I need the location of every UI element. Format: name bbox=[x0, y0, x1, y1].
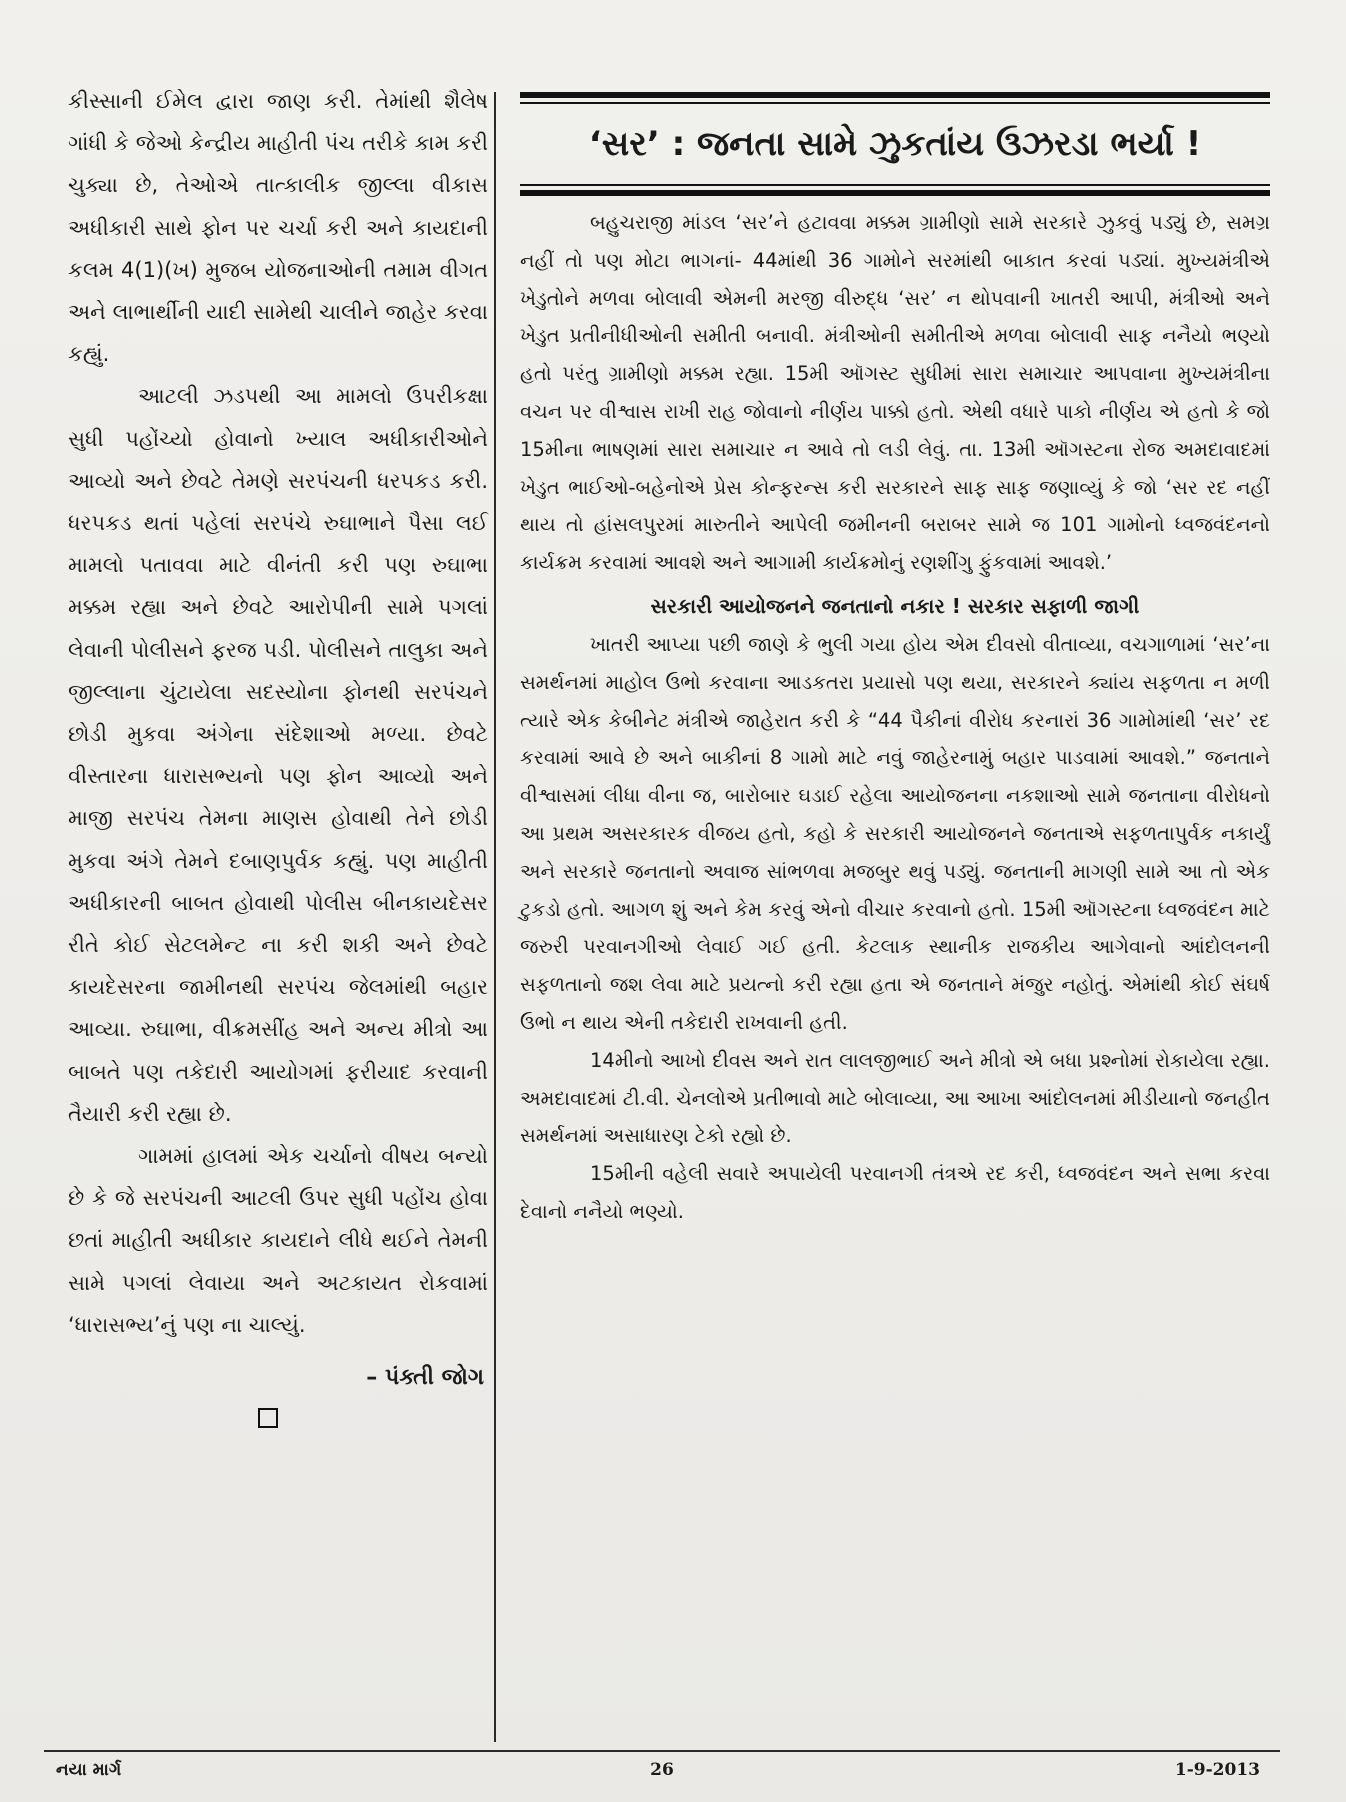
end-of-article-box-icon bbox=[258, 1408, 278, 1428]
left-paragraph-2: આટલી ઝડપથી આ મામલો ઉપરીકક્ષા સુધી પહોંચ્યો હોવાનો ખ્યાલ અધીકારીઓને આવ્યો અને છેવટે તેમણે સરપંચની ધરપકડ કરી. ધરપકડ થતાં પહેલાં સરપંચે રુઘાભાને પૈસા લઈ મામલો પતાવવા માટે વીનંતી કરી પણ રુઘાભા મક્કમ રહ્યા અને છેવટે આરોપીની સામે પગલાં લેવાની પોલીસને ફરજ પડી. પોલીસને તાલુકા અને જીલ્લાના ચુંટાયેલા સદસ્યોના ફોનથી સરપંચને છોડી મુકવા અંગેના સંદેશાઓ મળ્યા. છેવટે વીસ્તારના ધારાસભ્યનો પણ ફોન આવ્યો અને માજી સરપંચ તેમના માણસ હોવાથી તેને છોડી મુકવા અંગે તેમને દબાણપુર્વક કહ્યું. પણ માહીતી અધીકારની બાબત હોવાથી પોલીસ બીનકાયદેસર રીતે કોઈ સેટલમેન્ટ ના કરી શકી અને છેવટે કાયદેસરના જામીનથી સરપંચ જેલમાંથી બહાર આવ્યા. રુઘાભા, વીક્રમસીંહ અને અન્ય મીત્રો આ બાબતે પણ તકેદારી આયોગમાં ફરીયાદ કરવાની તૈયારી કરી રહ્યા છે. bbox=[68, 384, 488, 1126]
column-divider bbox=[494, 92, 496, 1742]
headline-bottom-rule bbox=[520, 190, 1270, 196]
issue-date: 1-9-2013 bbox=[1174, 1760, 1260, 1780]
headline-top-thin-rule bbox=[520, 102, 1270, 104]
left-paragraph-1: કીસ્સાની ઈમેલ દ્વારા જાણ કરી. તેમાંથી શૈલેષ ગાંધી કે જેઓ કેન્દ્રીય માહીતી પંચ તરીકે કામ કરી ચુક્યા છે, તેઓએ તાત્કાલીક જીલ્લા વીકાસ અધીકારી સાથે ફોન પર ચર્ચા કરી અને કાયદાની કલમ 4(1)(ખ) મુજબ યોજનાઓની તમામ વીગત અને લાભાર્થીની યાદી સામેથી ચાલીને જાહેર કરવા કહ્યું. bbox=[68, 89, 488, 367]
headline-bottom-thin-rule bbox=[520, 184, 1270, 186]
footer-rule bbox=[44, 1750, 1280, 1752]
intro-paragraph: બહુચરાજી માંડલ ‘સર’ને હટાવવા મક્કમ ગ્રામીણો સામે સરકારે ઝુકવું પડ્યું છે, સમગ્ર નહીં તો પણ મોટા ભાગનાં- 44માંથી 36 ગામોને સરમાંથી બાકાત કરવાં પડ્યાં. મુખ્યમંત્રીએ ખેડુતોને મળવા બોલાવી એમની મરજી વીરુદ્ધ ‘સર’ ન થોપવાની ખાતરી આપી, મંત્રીઓ અને ખેડુત પ્રતીનીધીઓની સમીતી બનાવી. મંત્રીઓની સમીતીએ મળવા બોલાવી સાફ નનૈયો ભણ્યો હતો પરંતુ ગ્રામીણો મક્કમ રહ્યા. 15મી ઑગસ્ટ સુધીમાં સારા સમાચાર આપવાના મુખ્યમંત્રીના વચન પર વીશ્વાસ રાખી રાહ જોવાનો નીર્ણય પાક્કો હતો. એથી વધારે પાકો નીર્ણય એ હતો કે જો 15મીના ભાષણમાં સારા સમાચાર ન આવે તો લડી લેવું. તા. 13મી ઑગસ્ટના રોજ અમદાવાદમાં ખેડુત ભાઈઓ-બહેનોએ પ્રેસ કોન્ફરન્સ કરી સરકારને સાફ સાફ જણાવ્યું કે જો ‘સર રદ નહીં થાય તો હાંસલપુરમાં મારુતીને આપેલી જમીનની બરાબર સામે જ 101 ગામોનો ધ્વજવંદનનો કાર્યક્રમ કરવામાં આવશે અને આગામી કાર્યક્રમોનું રણશીંગુ ફુંકવામાં આવશે.’ bbox=[520, 211, 1270, 575]
right-paragraph-1: ખાતરી આપ્યા પછી જાણે કે ભુલી ગયા હોય એમ દીવસો વીતાવ્યા, વચગાળામાં ‘સર’ના સમર્થનમાં માહોલ ઉભો કરવાના આડકતરા પ્રયાસો પણ થયા, સરકારને ક્યાંય સફળતા ન મળી ત્યારે એક કેબીનેટ મંત્રીએ જાહેરાત કરી કે “44 પૈકીનાં વીરોધ કરનારાં 36 ગામોમાંથી ‘સર’ રદ કરવામાં આવે છે અને બાકીનાં 8 ગામો માટે નવું જાહેરનામું બહાર પાડવામાં આવશે.” જનતાને વીશ્વાસમાં લીધા વીના જ, બારોબાર ઘડાઈ રહેલા આયોજનના નકશાઓ સામે જનતાના વીરોધનો આ પ્રથમ અસરકારક વીજય હતો, કહો કે સરકારી આયોજનને જનતાએ સફળતાપુર્વક નકાર્યું અને સરકારે જનતાનો અવાજ સાંભળવા મજબુર થવું પડ્યું. જનતાની માગણી સામે આ તો એક ટુકડો હતો. આગળ શું અને કેમ કરવું એનો વીચાર કરવાનો હતો. 15મી ઑગસ્ટના ધ્વજવંદન માટે જરુરી પરવાનગીઓ લેવાઈ ગઈ હતી. કેટલાક સ્થાનીક રાજકીય આગેવાનો આંદોલનની સફળતાનો જશ લેવા માટે પ્રયત્નો કરી રહ્યા હતા એ જનતાને મંજુર નહોતું. એમાંથી કોઈ સંઘર્ષ ઉભો ન થાય એની તકેદારી રાખવાની હતી. bbox=[520, 632, 1270, 1034]
author-byline: – પંક્તી જોગ bbox=[366, 1365, 484, 1391]
page-number: 26 bbox=[650, 1760, 674, 1780]
left-paragraph-3: ગામમાં હાલમાં એક ચર્ચાનો વીષય બન્યો છે કે જે સરપંચની આટલી ઉપર સુધી પહોંચ હોવા છતાં માહીતી અધીકાર કાયદાને લીધે થઈને તેમની સામે પગલાં લેવાયા અને અટકાયત રોકવામાં ‘ધારાસભ્ય’નું પણ ના ચાલ્યું. bbox=[68, 1144, 488, 1337]
left-column bbox=[68, 80, 488, 1700]
publication-name: નયા માર્ગ bbox=[56, 1760, 122, 1780]
article-headline: ‘સર’ : જનતા સામે ઝુકતાંય ઉઝરડા ભર્યા ! bbox=[588, 124, 1202, 164]
right-paragraph-3: 15મીની વહેલી સવારે અપાયેલી પરવાનગી તંત્રએ રદ કરી, ધ્વજવંદન અને સભા કરવા દેવાનો નનૈયો ભણ્યો. bbox=[520, 1162, 1270, 1223]
page-footer bbox=[44, 1760, 1280, 1790]
right-paragraph-2: 14મીનો આખો દીવસ અને રાત લાલજીભાઈ અને મીત્રો એ બધા પ્રશ્નોમાં રોકાયેલા રહ્યા. અમદાવાદમાં ટી.વી. ચેનલોએ પ્રતીભાવો માટે બોલાવ્યા, આ આખા આંદોલનમાં મીડીયાનો જનહીત સમર્થનમાં અસાધારણ ટેકો રહ્યો છે. bbox=[520, 1048, 1270, 1148]
headline-top-rule bbox=[520, 92, 1270, 98]
section-subheading: સરકારી આયોજનને જનતાનો નકાર ! સરકાર સફાળી જાગી bbox=[650, 593, 1140, 618]
right-column bbox=[520, 92, 1270, 1742]
